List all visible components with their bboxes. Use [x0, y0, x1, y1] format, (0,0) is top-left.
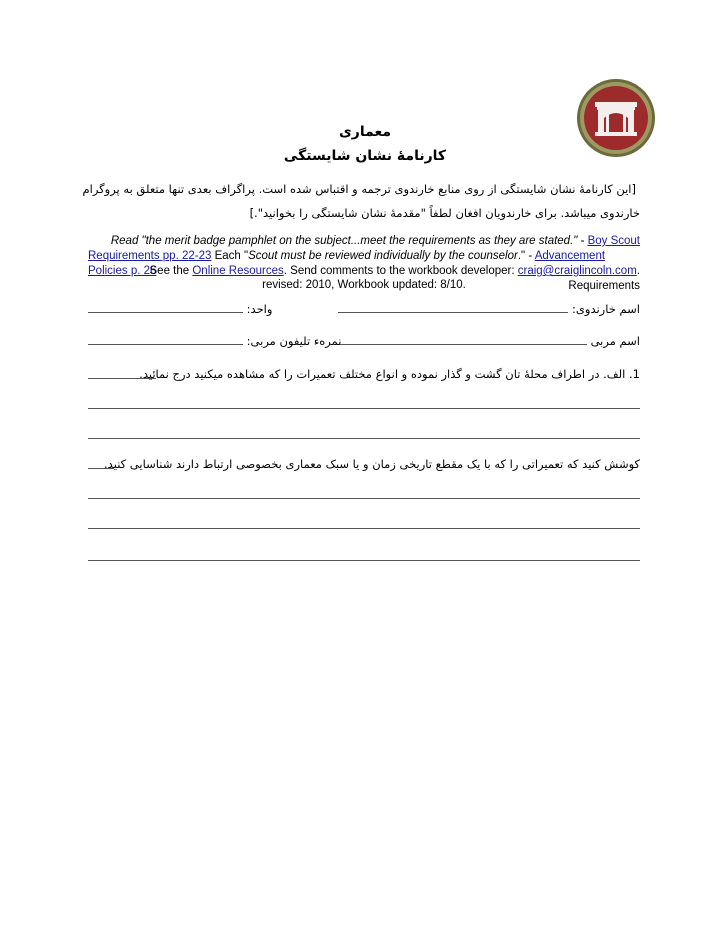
merit-badge-icon: [576, 78, 656, 158]
counselor-name-label: اسم مربی: [590, 334, 640, 348]
intro-line-1: [این کارنامۀ نشان شایستگی از روی منابع خارندوی ترجمه و اقتباس شده است. پراگراف بعدی تنها متعلق به پروگرام: [82, 182, 636, 196]
intro-line-2: خارندوی میباشد. برای خارندویان افغان لطفاً "مقدمۀ نشان شایستگی را بخوانید".]: [249, 206, 640, 220]
requirement-1a-short-input[interactable]: [88, 368, 156, 379]
answer-line-5[interactable]: [88, 560, 640, 561]
requirements-text: . Requirements: [568, 265, 640, 292]
online-resources-link[interactable]: Online Resources: [192, 265, 284, 277]
requirement-1b-short-input[interactable]: [88, 458, 114, 469]
requirement-1a-text: الف. در اطراف محلۀ تان گشت و گذار نموده و انواع مختلف تعمیرات را که مشاهده میکنید درج نمائید.: [139, 367, 626, 381]
unit-input[interactable]: [88, 302, 243, 313]
email-link[interactable]: craig@craiglincoln.com: [517, 265, 637, 277]
see-text: See the: [149, 265, 193, 277]
requirement-1b-text: کوشش کنید که تعمیراتی را که با یک مقطع تاریخی زمان و یا سبک معماری بخصوصی ارتباط دارند شناسایی کنید.: [104, 457, 640, 471]
counselor-phone-field: [88, 334, 341, 348]
advancement-policies-link[interactable]: Advancement Policies p. 26: [88, 250, 606, 277]
send-comments-text: . Send comments to the workbook developer:: [283, 265, 518, 277]
answer-line-3[interactable]: [88, 498, 640, 499]
after-italic-text: ." -: [517, 250, 535, 262]
requirement-1-number: 1.: [629, 367, 640, 381]
counselor-name-input[interactable]: [337, 334, 587, 345]
answer-line-2[interactable]: [88, 438, 640, 439]
scout-name-input[interactable]: [338, 302, 568, 313]
counselor-name-field: [337, 334, 640, 348]
revised-line: revised: 2010, Workbook updated: 8/10.: [262, 279, 466, 291]
counselor-phone-input[interactable]: [88, 334, 243, 345]
unit-field: [88, 302, 272, 316]
answer-line-1[interactable]: [88, 408, 640, 409]
english-line-1: [88, 234, 640, 249]
requirements-link[interactable]: Requirements pp. 22-23: [88, 250, 212, 262]
each-text: Each ": [211, 250, 249, 262]
counselor-phone-label: نمره‌ء تلیفون مربی:: [246, 334, 342, 348]
unit-label: واحد:: [246, 302, 273, 316]
requirement-1b: [104, 457, 640, 471]
scout-name-label: اسم خارندوی:: [572, 302, 640, 316]
scout-reviewed-text: Scout must be reviewed individually by the counselor: [248, 250, 518, 262]
requirement-1a: [139, 367, 640, 381]
page-subtitle: کارنامۀ نشان شایستگی: [283, 148, 447, 164]
page-title: معماری: [338, 124, 392, 140]
answer-line-4[interactable]: [88, 528, 640, 529]
read-text: Read "the merit badge pamphlet on the subject...meet the requirements as they are stated." -: [110, 235, 588, 247]
boy-scout-link[interactable]: Boy Scout: [587, 235, 640, 247]
scout-name-field: [338, 302, 640, 316]
